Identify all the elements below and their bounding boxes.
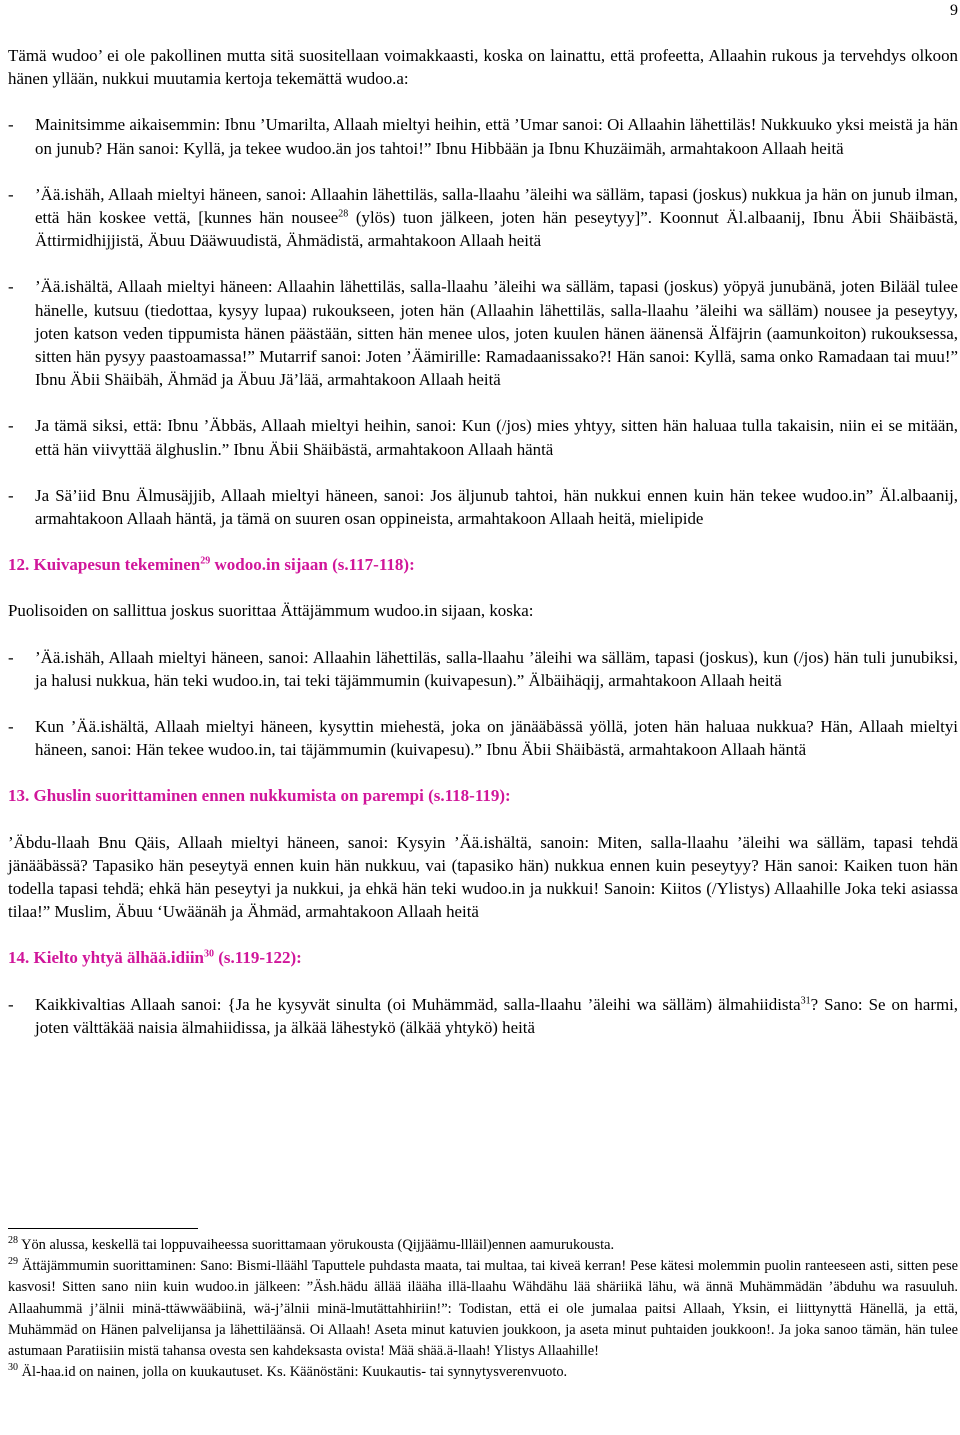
list-item-text: Ja Sä’iid Bnu Älmusäjjib, Allaah mieltyi häneen, sanoi: Jos äljunub tahtoi, hän nukkui ennen kuin hän tekee wudoo.in” Äl.albaanij, armahtakoon Allaah häntä, ja tämä on suuren osan oppineista, armahtakoon Allaah heitä, mielipide <box>35 485 958 529</box>
list-item: - Kun ’Ää.ishältä, Allaah mieltyi häneen, kysyttin miehestä, joka on jänääbässä yöllä, joten hän haluaa nukkua? Hän, Allaah mieltyi häneen, sanoi: Hän tekee wudoo.in, tai täjämmumin (kuivapesu).” Ibnu Äbii Shäibästä, armahtakoon Allaah häntä <box>8 715 958 761</box>
list-item: - Ja Sä’iid Bnu Älmusäjjib, Allaah mieltyi häneen, sanoi: Jos äljunub tahtoi, hän nukkui ennen kuin hän tekee wudoo.in” Äl.albaanij, armahtakoon Allaah häntä, ja tämä on suuren osan oppineista, armahtakoon Allaah heitä, mielipide <box>8 484 958 530</box>
footnote-ref: 31 <box>800 995 811 1007</box>
page-number: 9 <box>950 2 958 19</box>
list-item: - ’Ää.ishäh, Allaah mieltyi häneen, sanoi: Allaahin lähettiläs, salla-llaahu ’äleihi wa sälläm, tapasi (joskus) nukkua ja hän on junub ilman, että hän koskee vettä, [kunnes hän nousee$^{28}$ (ylös) tuon jälkeen, joten hän peseytyy]”. Koonnut Äl.albaanij, Ibnu Äbii Shäibästä, Ättirmidhijjistä, Äbuu Dääwuudistä, Ähmädistä, armahtakoon Allaah heitä <box>8 183 958 253</box>
footnotes <box>8 1228 958 1383</box>
list-item: - Mainitsimme aikaisemmin: Ibnu ’Umarilta, Allaah mieltyi heihin, että ’Umar sanoi: Oi Allaahin lähettiläs! Nukkuuko yksi meistä ja hän on junub? Hän sanoi: Kyllä, ja tekee wudoo.än jos tahtoi!” Ibnu Hibbään ja Ibnu Khuzäimäh, armahtakoon Allaah heitä <box>8 113 958 159</box>
section-heading-14: 14. Kielto yhtyä älhää.idiin$^{30}$ (s.119-122): <box>8 948 302 968</box>
footnote-29: $^{29}$ Ättäjämmumin suorittaminen: Sano: Bismi-lläähl Taputtele puhdasta maata, tai multaa, tai kiveä kerran! Pese kätesi molemmin puolin ranteeseen asti, sitten pese kasvosi! Sitten sano niin kuin wudoo.in jälkeen: ”Äsh.hädu ällää ilääha illä-llaahu Wähdähu lää shäriikä lähu, wä ännä Muhämmädän ’äbduhu wa rasuuluh. Allaahummä j’älnii minä-ttäwwääbiinä, wä-j’älnii minä-lmutättahhiriin!”: Todistan, että ei ole jumalaa paitsi Allaah, Yksin, ei liittynyttä Hänellä, ja että, Muhämmäd on Hänen palvelijansa ja lähettiläänsä. Oi Allaah! Aseta minut katuvien joukkoon, ja aseta minut puhtaiden joukkoon!. Ja joka sanoo tämän, hän tulee astumaan Paratiisiin mistä tahansa ovesta sen kahdeksasta ovista! Mää shää.ä-llaah! Ylistys Allaahille! <box>8 1256 958 1360</box>
list-item-text: Ja tämä siksi, että: Ibnu ’Äbbäs, Allaah mieltyi heihin, sanoi: Kun (/jos) mies yhtyy, sitten hän haluaa tulla takaisin, niin ei se mitään, että hän viivyttää älghuslin.” Ibnu Äbii Shäibästä, armahtakoon Allaah häntä <box>35 416 958 459</box>
page-body <box>8 44 958 1039</box>
footnote-ref: 29 <box>200 555 211 567</box>
footnote-divider <box>8 1228 198 1229</box>
list-item: - Ja tämä siksi, että: Ibnu ’Äbbäs, Allaah mieltyi heihin, sanoi: Kun (/jos) mies yhtyy, sitten hän haluaa tulla takaisin, niin ei se mitään, että hän viivyttää älghuslin.” Ibnu Äbii Shäibästä, armahtakoon Allaah häntä <box>8 414 958 460</box>
footnote-30: $^{30}$ Äl-haa.id on nainen, jolla on kuukautuset. Ks. Käänöstäni: Kuukautis- tai synnytysverenvuoto. <box>8 1362 568 1381</box>
list-item-text: Kaikkivaltias Allaah sanoi: {Ja he kysyvät sinulta (oi Muhämmäd, salla-llaahu ’äleihi wa sälläm) älmahiidista$^{31}$? Sano: Se on harmi, joten välttäkää naisia älmahiidissa, ja älkää lähestykö (älkää yhtykö) heitä <box>35 994 958 1037</box>
list-item-text: ’Ää.ishältä, Allaah mieltyi häneen: Allaahin lähettiläs, salla-llaahu ’äleihi wa sälläm, tapasi (joskus) yöpyä junubänä, joten Bilääl tulee hänelle, kutsuu (tiedottaa, kysyy lupaa) rukoukseen, joten hän (Allaahin lähettiläs, salla-llaahu ’äleihi wa sälläm) nousee ja peseytyy, joten katson veden tippumista hänen päästään, sitten hän menee ulos, joten kuulen hänen äänensä Älfäjrin (aamunkoiton) rukouksessa, sitten hän pysyy paastoamassa!” Mutarrif sanoi: Joten ’Äämirille: Ramadaanissako?! Hän sanoi: Kyllä, sama onko Ramadaan tai muu!” Ibnu Äbii Shäibäh, Ähmäd ja Äbuu Jä’lää, armahtakoon Allaah heitä <box>35 277 958 390</box>
list-item-text: ’Ää.ishäh, Allaah mieltyi häneen, sanoi: Allaahin lähettiläs, salla-llaahu ’äleihi wa sälläm, tapasi (joskus), kun (/jos) hän tuli junubiksi, ja halusi nukkua, hän teki wudoo.in, tai teki täjämmumin (kuivapesun).” Älbäihäqij, armahtakoon Allaah heitä <box>35 647 958 690</box>
section-heading-13: 13. Ghuslin suorittaminen ennen nukkumista on parempi (s.118-119): <box>8 786 511 806</box>
footnote-ref: 30 <box>204 948 214 960</box>
list-item-text: Kun ’Ää.ishältä, Allaah mieltyi häneen, kysyttin miehestä, joka on jänääbässä yöllä, joten hän haluaa nukkua? Hän, Allaah mieltyi häneen, sanoi: Hän tekee wudoo.in, tai täjämmumin (kuivapesu).” Ibnu Äbii Shäibästä, armahtakoon Allaah häntä <box>35 717 958 760</box>
section-12-paragraph: Puolisoiden on sallittua joskus suorittaa Ättäjämmum wudoo.in sijaan, koska: <box>8 601 534 621</box>
footnote-ref: 28 <box>338 208 349 220</box>
list-item: - ’Ää.ishältä, Allaah mieltyi häneen: Allaahin lähettiläs, salla-llaahu ’äleihi wa sälläm, tapasi (joskus) yöpyä junubänä, joten Bilääl tulee hänelle, kutsuu (tiedottaa, kysyy lupaa) rukoukseen, joten hän (Allaahin lähettiläs, salla-llaahu ’äleihi wa sälläm) nousee ja peseytyy, joten katson veden tippumista hänen päästään, sitten hän menee ulos, joten kuulen hänen äänensä Älfäjrin (aamunkoiton) rukouksessa, sitten hän pysyy paastoamassa!” Mutarrif sanoi: Joten ’Äämirille: Ramadaanissako?! Hän sanoi: Kyllä, sama onko Ramadaan tai muu!” Ibnu Äbii Shäibäh, Ähmäd ja Äbuu Jä’lää, armahtakoon Allaah heitä <box>8 275 958 391</box>
intro-paragraph: Tämä wudoo’ ei ole pakollinen mutta sitä suositellaan voimakkaasti, koska on lainattu, että profeetta, Allaahin rukous ja tervehdys olkoon hänen yllään, nukkui muutamia kertoja tekemättä wudoo.a: <box>8 46 958 89</box>
list-item: - Kaikkivaltias Allaah sanoi: {Ja he kysyvät sinulta (oi Muhämmäd, salla-llaahu ’äleihi wa sälläm) älmahiidista$^{31}$? Sano: Se on harmi, joten välttäkää naisia älmahiidissa, ja älkää lähestykö (älkää yhtykö) heitä <box>8 993 958 1039</box>
section-heading-12: 12. Kuivapesun tekeminen$^{29}$ wodoo.in sijaan (s.117-118): <box>8 555 415 575</box>
list-item-text: Mainitsimme aikaisemmin: Ibnu ’Umarilta, Allaah mieltyi heihin, että ’Umar sanoi: Oi Allaahin lähettiläs! Nukkuuko yksi meistä ja hän on junub? Hän sanoi: Kyllä, ja tekee wudoo.än jos tahtoi!” Ibnu Hibbään ja Ibnu Khuzäimäh, armahtakoon Allaah heitä <box>35 115 958 158</box>
footnote-28: $^{28}$ Yön alussa, keskellä tai loppuvaiheessa suorittamaan yörukousta (Qijjäämu-llläil)ennen aamurukousta. <box>8 1235 615 1253</box>
section-13-paragraph: ’Äbdu-llaah Bnu Qäis, Allaah mieltyi häneen, sanoi: Kysyin ’Ää.ishältä, sanoin: Miten, salla-llaahu ’äleihi wa sälläm, tapasi tehdä jänääbässä? Tapasiko hän peseytyä ennen kuin hän nukkuu, vai (tapasiko hän) nukkua ennen kuin peseytyy? Hän sanoi: Kaiken tuon hän todella tapasi tehdä; ehkä hän peseytyi ja nukkui, ja ehkä hän teki wudoo.in ja nukkui! Sanoin: Kiitos (/Ylistys) Allaahille Joka teki asiassa tilaa!” Muslim, Äbuu ‘Uwäänäh ja Ähmäd, armahtakoon Allaah heitä <box>8 832 958 922</box>
list-item: - ’Ää.ishäh, Allaah mieltyi häneen, sanoi: Allaahin lähettiläs, salla-llaahu ’äleihi wa sälläm, tapasi (joskus), kun (/jos) hän tuli junubiksi, ja halusi nukkua, hän teki wudoo.in, tai teki täjämmumin (kuivapesun).” Älbäihäqij, armahtakoon Allaah heitä <box>8 646 958 692</box>
list-item-text: ’Ää.ishäh, Allaah mieltyi häneen, sanoi: Allaahin lähettiläs, salla-llaahu ’äleihi wa sälläm, tapasi (joskus) nukkua ja hän on junub ilman, että hän koskee vettä, [kunnes hän nousee$^{28}$ (ylös) tuon jälkeen, joten hän peseytyy]”. Koonnut Äl.albaanij, Ibnu Äbii Shäibästä, Ättirmidhijjistä, Äbuu Dääwuudistä, Ähmädistä, armahtakoon Allaah heitä <box>35 184 959 251</box>
